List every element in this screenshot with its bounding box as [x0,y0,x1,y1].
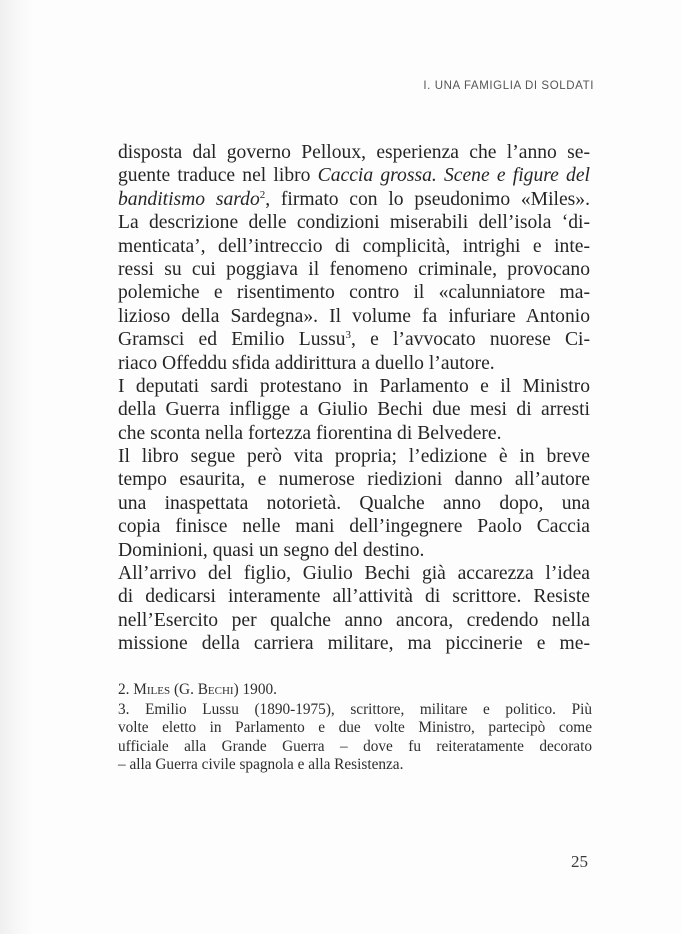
text-run: Gramsci ed Emilio Lussu [118,329,346,351]
text-run: di dedicarsi interamente all’attività di scrittore. Resiste [118,586,590,608]
text-run: polemiche e risentimento contro il «calunniatore ma- [118,282,590,304]
italic-title: banditismo sardo [118,188,260,210]
text-run: menticata’, dell’intreccio di complicità, intrighi e inte- [118,235,590,257]
text-run: guente traduce nel libro [118,165,318,187]
footnote-ref[interactable]: 3 [345,329,352,342]
text-line [118,258,590,281]
footnote-ref[interactable]: 2 [259,188,266,201]
text-run: riaco Offeddu sfida addirittura a duello l’autore. [118,352,495,374]
text-line [118,375,590,398]
text-run: , e l’avvocato nuorese Ci- [351,329,590,351]
text-line [118,445,590,468]
text-line [118,492,590,515]
text-line [118,281,590,304]
text-run: Il libro segue però vita propria; l’edizione è in breve [118,446,590,468]
text-line [118,422,590,445]
running-header: I. UNA FAMIGLIA DI SOLDATI [423,80,594,92]
text-line [118,585,590,608]
page-number: 25 [571,852,588,871]
text-run: Dominioni, quasi un segno del destino. [118,539,425,561]
text-line [118,305,590,328]
body-text [118,141,590,656]
text-run: disposta dal governo Pelloux, esperienza che l’anno se- [118,142,590,163]
footnote-line: 3. Emilio Lussu (1890-1975), scrittore, militare e politico. Più [118,700,592,718]
text-line [118,468,590,491]
footnote-line: 2. Miles (G. Bechi) 1900. [118,681,277,698]
text-line [118,164,590,187]
text-run: lizioso della Sardegna». Il volume fa infuriare Antonio [118,305,590,327]
text-line [118,539,590,562]
text-line [118,328,590,351]
text-run: tempo esaurita, e numerose riedizioni danno all’autore [118,469,590,491]
text-run: una inaspettata notorietà. Qualche anno dopo, una [118,492,590,514]
text-line [118,515,590,538]
text-run: missione della carriera militare, ma piccinerie e me- [118,633,590,655]
text-run: I deputati sardi protestano in Parlamento e il Ministro [118,375,590,397]
text-run: La descrizione delle condizioni miserabili dell’isola ‘di- [118,212,590,234]
small-caps-author: Miles (G. Bechi) [133,681,239,698]
text-run: nell’Esercito per qualche anno ancora, credendo nella [118,609,590,631]
text-line [118,211,590,234]
text-line [118,562,590,585]
text-run: , firmato con lo pseudonimo «Miles». [265,188,590,210]
footnotes [118,681,592,775]
italic-title: Caccia grossa. Scene e figure del [317,165,590,187]
footnote-line: – alla Guerra civile spagnola e alla Resistenza. [118,756,404,773]
text-run: ressi su cui poggiava il fenomeno criminale, provocano [118,258,590,280]
text-run: che sconta nella fortezza fiorentina di Belvedere. [118,422,502,444]
text-run: della Guerra infligge a Giulio Bechi due mesi di arresti [118,399,590,421]
footnote-line: ufficiale alla Grande Guerra – dove fu reiteratamente decorato [118,737,592,755]
text-line [118,188,590,211]
text-line [118,609,590,632]
text-line [118,632,590,655]
text-line [118,398,590,421]
text-line [118,235,590,258]
text-run: All’arrivo del figlio, Giulio Bechi già accarezza l’idea [118,563,590,585]
text-line [118,352,590,375]
footnote-line: volte eletto in Parlamento e due volte Ministro, partecipò come [118,719,592,736]
text-run: copia finisce nelle mani dell’ingegnere Paolo Caccia [118,516,590,538]
page-gutter-shadow [0,0,34,934]
text-line [118,141,590,164]
